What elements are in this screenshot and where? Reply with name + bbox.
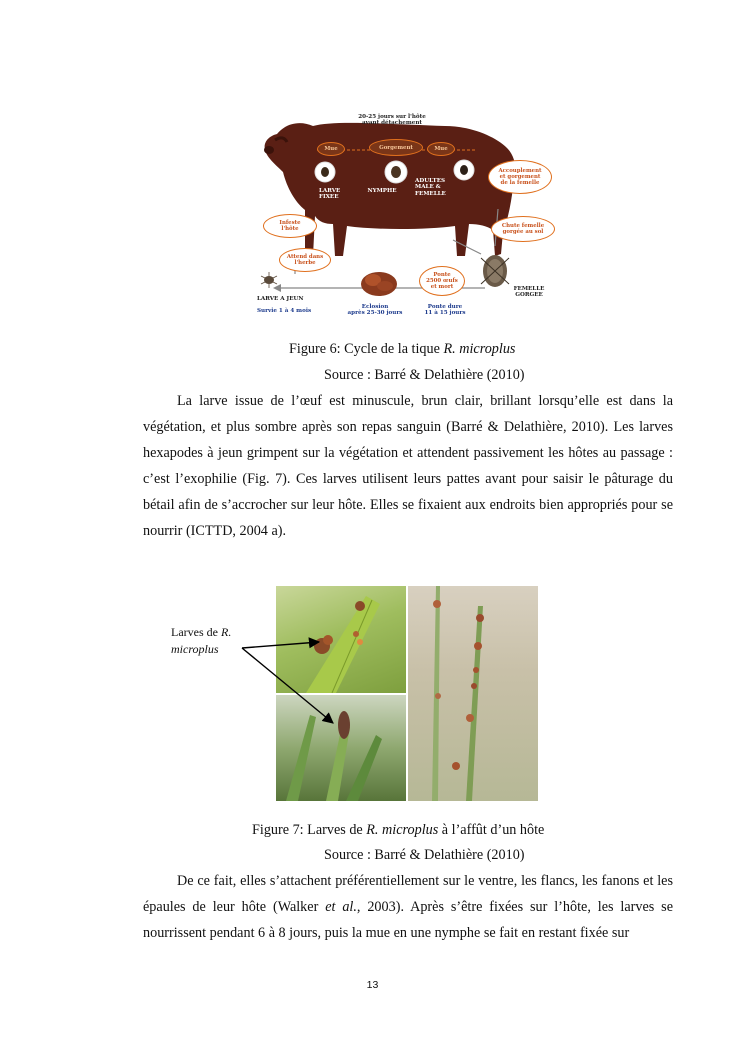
- adultes-line-3: FEMELLE: [415, 190, 446, 197]
- label-species-1: R.: [220, 625, 232, 639]
- header-line-1: 20-25 jours sur l'hôte: [358, 114, 426, 120]
- femelle-gorgee-line-2: GORGEE: [515, 292, 543, 299]
- accouplement-line-1: Accouplement: [498, 168, 542, 174]
- accouplement-line-2: et gorgement: [499, 174, 541, 180]
- eclosion-line-2: après 25-30 jours: [347, 310, 403, 317]
- mue-right-oval: Mue: [427, 142, 455, 156]
- ponte-line-1: Ponte: [433, 272, 451, 278]
- paragraph-2-part-2: , 2003). Après s’être fixées sur l’hôte, les larves se nourrissent pendant 6 à 8 jours, puis la mue en une nymphe se fait en restant fixée sur: [143, 899, 674, 941]
- header-line-2: avant détachement: [362, 120, 422, 127]
- larve-fixee-line-2: FIXEE: [319, 194, 339, 201]
- attend-line-2: l'herbe: [294, 260, 316, 266]
- ponte-line-3: et mort: [430, 284, 454, 290]
- figure-7-caption-suffix: à l’affût d’un hôte: [438, 822, 545, 838]
- paragraph-2-part-1: De ce fait, elles s’attachent préférentiellement sur le ventre, les flancs, les fanons et les épaules de leur hôte (Walker: [143, 873, 673, 915]
- infeste-line-1: Infeste: [279, 220, 301, 226]
- figure-7-caption-species: R. microplus: [366, 822, 439, 838]
- figure-7-caption-text: Figure 7: Larves de: [252, 822, 367, 838]
- larve-fixee-line-1: LARVE: [319, 188, 341, 194]
- arrow-to-grass: [242, 648, 333, 723]
- figure-7-caption: [252, 821, 544, 839]
- attend-line-1: Attend dans: [286, 254, 324, 260]
- figure-7-source: Source : Barré & Delathière (2010): [324, 847, 525, 863]
- paragraph-2-text: [143, 868, 673, 946]
- mue-left-oval: Mue: [317, 142, 345, 156]
- chute-line-2: gorgée au sol: [502, 229, 544, 235]
- page-number: 13: [366, 979, 379, 991]
- ponte-duree-line-1: Ponte dure: [427, 304, 463, 310]
- infeste-line-2: l'hôte: [281, 226, 299, 232]
- ponte-duree-line-2: 11 à 15 jours: [424, 310, 466, 317]
- figure-6-caption-species: R. microplus: [443, 341, 516, 357]
- figure-6-source: Source : Barré & Delathière (2010): [324, 367, 525, 383]
- adultes-line-2: MALE &: [415, 184, 441, 191]
- adultes-line-1: ADULTES: [415, 178, 446, 184]
- femelle-gorgee-line-1: FEMELLE: [513, 286, 545, 292]
- eclosion-line-1: Eclosion: [361, 304, 389, 310]
- label-prefix: Larves de: [171, 625, 221, 639]
- gorgement-oval: Gorgement: [369, 139, 423, 156]
- nymphe-label: NYMPHE: [367, 188, 397, 194]
- chute-line-1: Chute femelle: [501, 223, 545, 229]
- survie-label: Survie 1 à 4 mois: [257, 308, 312, 314]
- accouplement-line-3: de la femelle: [500, 180, 540, 186]
- figure-6-caption-text: Figure 6: Cycle de la tique: [289, 341, 444, 357]
- paragraph-1-text: La larve issue de l’œuf est minuscule, brun clair, brillant lorsqu’elle est dans la végétation, et plus sombre après son repas sanguin (Barré & Delathière, 2010). Les larves hexapodes à jeun grimpent sur la végétation et attendent passivement les hôtes au passage : c’est l’exophilie (Fig. 7). Ces larves utilisent leurs pattes avant pour saisir le pâturage du bétail afin de s’accrocher sur leur hôte. Elles se fixaient aux endroits bien appropriés pour se nourrir (ICTTD, 2004 a).: [143, 393, 673, 539]
- paragraph-2: [143, 868, 673, 946]
- larve-a-jeun-label: LARVE A JEUN: [257, 296, 304, 302]
- paragraph-2-etal: et al.: [325, 899, 357, 915]
- arrow-to-leaf: [242, 642, 319, 648]
- ponte-line-2: 2500 œufs: [426, 278, 458, 284]
- label-species-2: microplus: [171, 642, 219, 656]
